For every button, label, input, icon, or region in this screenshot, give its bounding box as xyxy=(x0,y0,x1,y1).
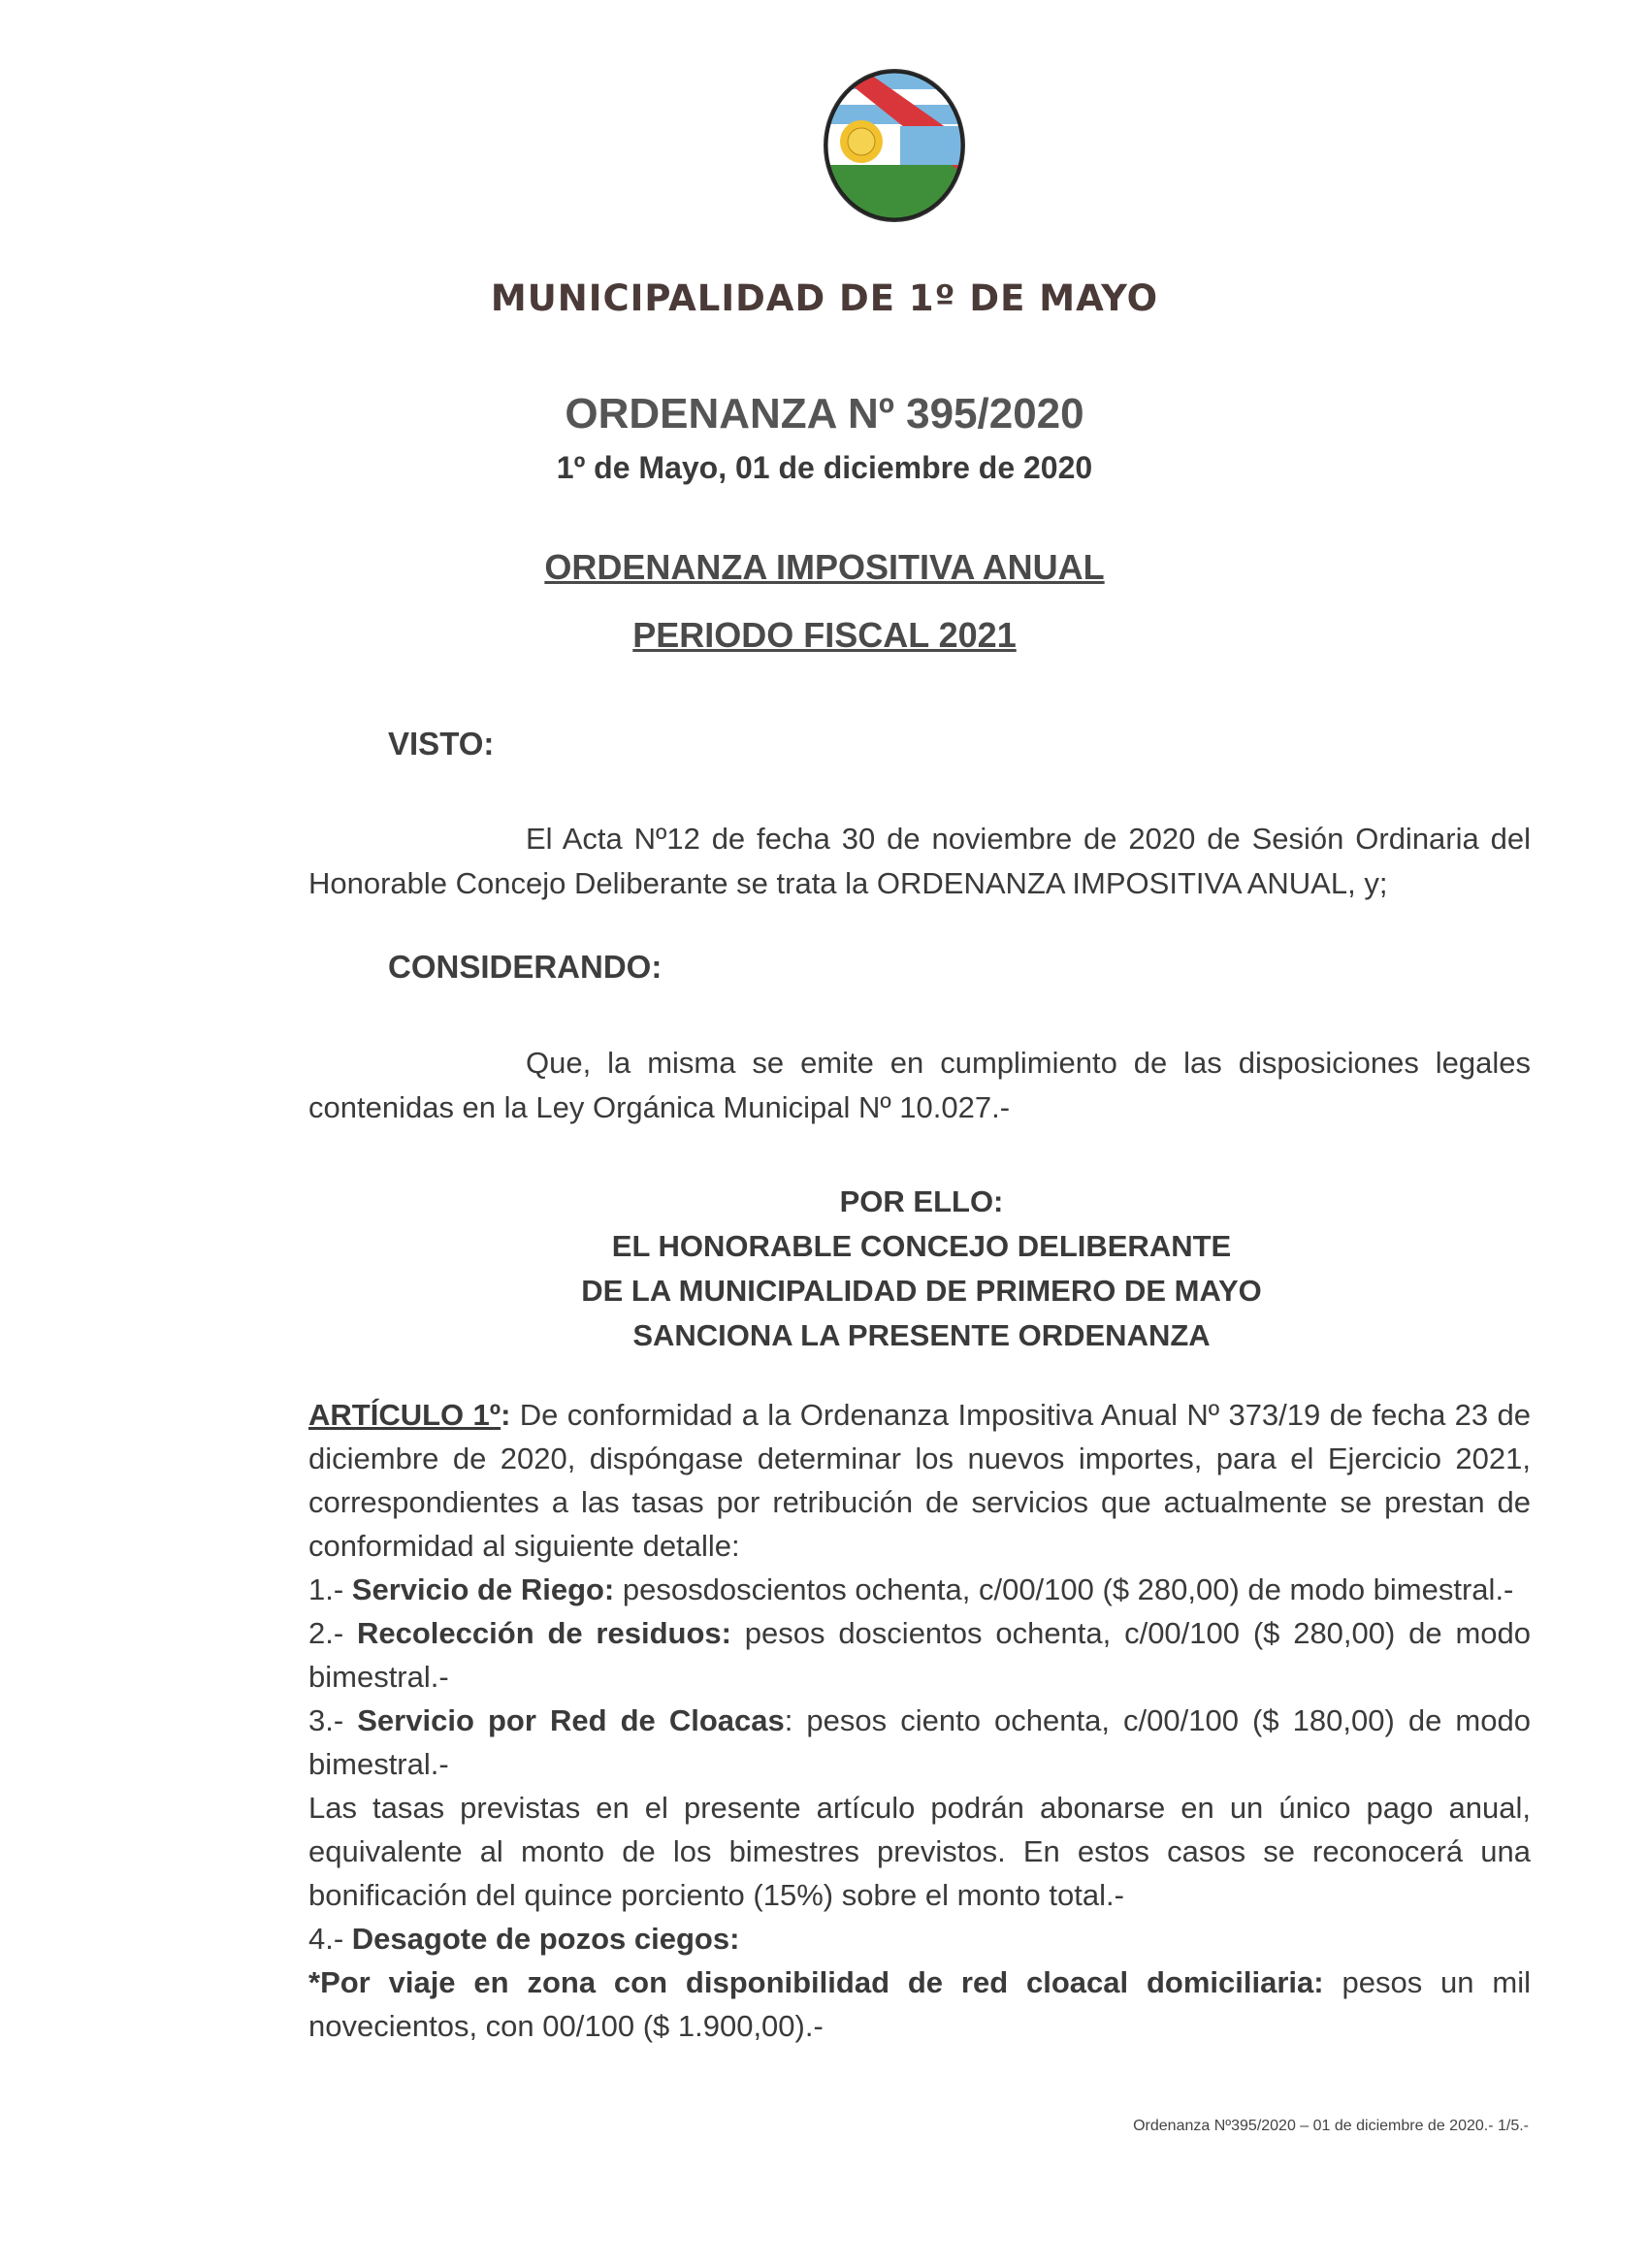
considerando-heading: CONSIDERANDO: xyxy=(388,949,663,985)
council-line: EL HONORABLE CONCEJO DELIBERANTE xyxy=(611,1229,1232,1263)
considerando-text: Que, la misma se emite en cumplimiento de las disposiciones legales contenidas en la Ley Orgánica Municipal Nº 10.027.- xyxy=(308,1046,1531,1124)
item-title: Servicio de Riego: xyxy=(351,1572,615,1606)
item-pozos xyxy=(308,1917,1531,1960)
municipality-title: MUNICIPALIDAD DE 1º DE MAYO xyxy=(490,277,1159,319)
ordinance-type: ORDENANZA IMPOSITIVA ANUAL xyxy=(544,547,1105,587)
item-number: 4.- xyxy=(308,1922,352,1956)
item-title: Servicio por Red de Cloacas xyxy=(357,1703,785,1737)
item-text: pesos doscientos ochenta, c/00/100 ($ 280,00) de modo bimestral.- xyxy=(308,1616,1531,1694)
item-title: Desagote de pozos ciegos: xyxy=(351,1922,740,1956)
item-cloacas xyxy=(308,1699,1531,1786)
por-ello-line: POR ELLO: xyxy=(839,1184,1004,1218)
ordinance-number: ORDENANZA Nº 395/2020 xyxy=(565,390,1084,437)
item-sub-title: *Por viaje en zona con disponibilidad de red cloacal domiciliaria: xyxy=(308,1965,1324,1999)
page-footer: Ordenanza Nº395/2020 – 01 de diciembre de 2020.- 1/5.- xyxy=(1133,2118,1529,2134)
municipality-line: DE LA MUNICIPALIDAD DE PRIMERO DE MAYO xyxy=(581,1274,1262,1308)
ordinance-date: 1º de Mayo, 01 de diciembre de 2020 xyxy=(556,450,1093,485)
item-sub-text: pesos un mil novecientos, con 00/100 ($ 1.900,00).- xyxy=(308,1965,1531,2043)
item-number: 2.- xyxy=(308,1616,357,1650)
sanciona-line: SANCIONA LA PRESENTE ORDENANZA xyxy=(632,1318,1211,1352)
item-text: : pesos ciento ochenta, c/00/100 ($ 180,00) de modo bimestral.- xyxy=(308,1703,1531,1781)
item-text: pesosdoscientos ochenta, c/00/100 ($ 280,00) de modo bimestral.- xyxy=(614,1572,1514,1606)
por-ello-block xyxy=(291,1180,1552,1358)
item-number: 1.- xyxy=(308,1572,352,1606)
visto-text: El Acta Nº12 de fecha 30 de noviembre de 2020 de Sesión Ordinaria del Honorable Concejo Deliberante se trata la ORDENANZA IMPOSITIVA ANUAL, y; xyxy=(308,822,1531,900)
item-riego xyxy=(308,1568,1531,1611)
item-number: 3.- xyxy=(308,1703,358,1737)
annual-payment-text: Las tasas previstas en el presente artículo podrán abonarse en un único pago anual, equivalente al monto de los bimestres previstos. En estos casos se reconocerá una bonificación del quince porciento (15%) sobre el monto total.- xyxy=(308,1791,1531,1912)
item-pozos-sub xyxy=(308,1960,1531,2048)
municipal-seal-logo xyxy=(823,68,966,223)
article-1-colon: : xyxy=(501,1398,511,1432)
fiscal-period: PERIODO FISCAL 2021 xyxy=(632,615,1017,655)
article-1-intro xyxy=(308,1393,1531,1568)
article-1-label: ARTÍCULO 1º xyxy=(308,1398,501,1432)
item-residuos xyxy=(308,1611,1531,1699)
article-1 xyxy=(308,1393,1531,2048)
visto-heading: VISTO: xyxy=(388,726,495,761)
item-title: Recolección de residuos: xyxy=(357,1616,731,1650)
article-1-intro-text: De conformidad a la Ordenanza Impositiva Anual Nº 373/19 de fecha 23 de diciembre de 2020, dispóngase determinar los nuevos importes, para el Ejercicio 2021, correspondientes a las tasas por retribución de servicios que actualmente se prestan de conformidad al siguiente detalle: xyxy=(308,1398,1531,1563)
